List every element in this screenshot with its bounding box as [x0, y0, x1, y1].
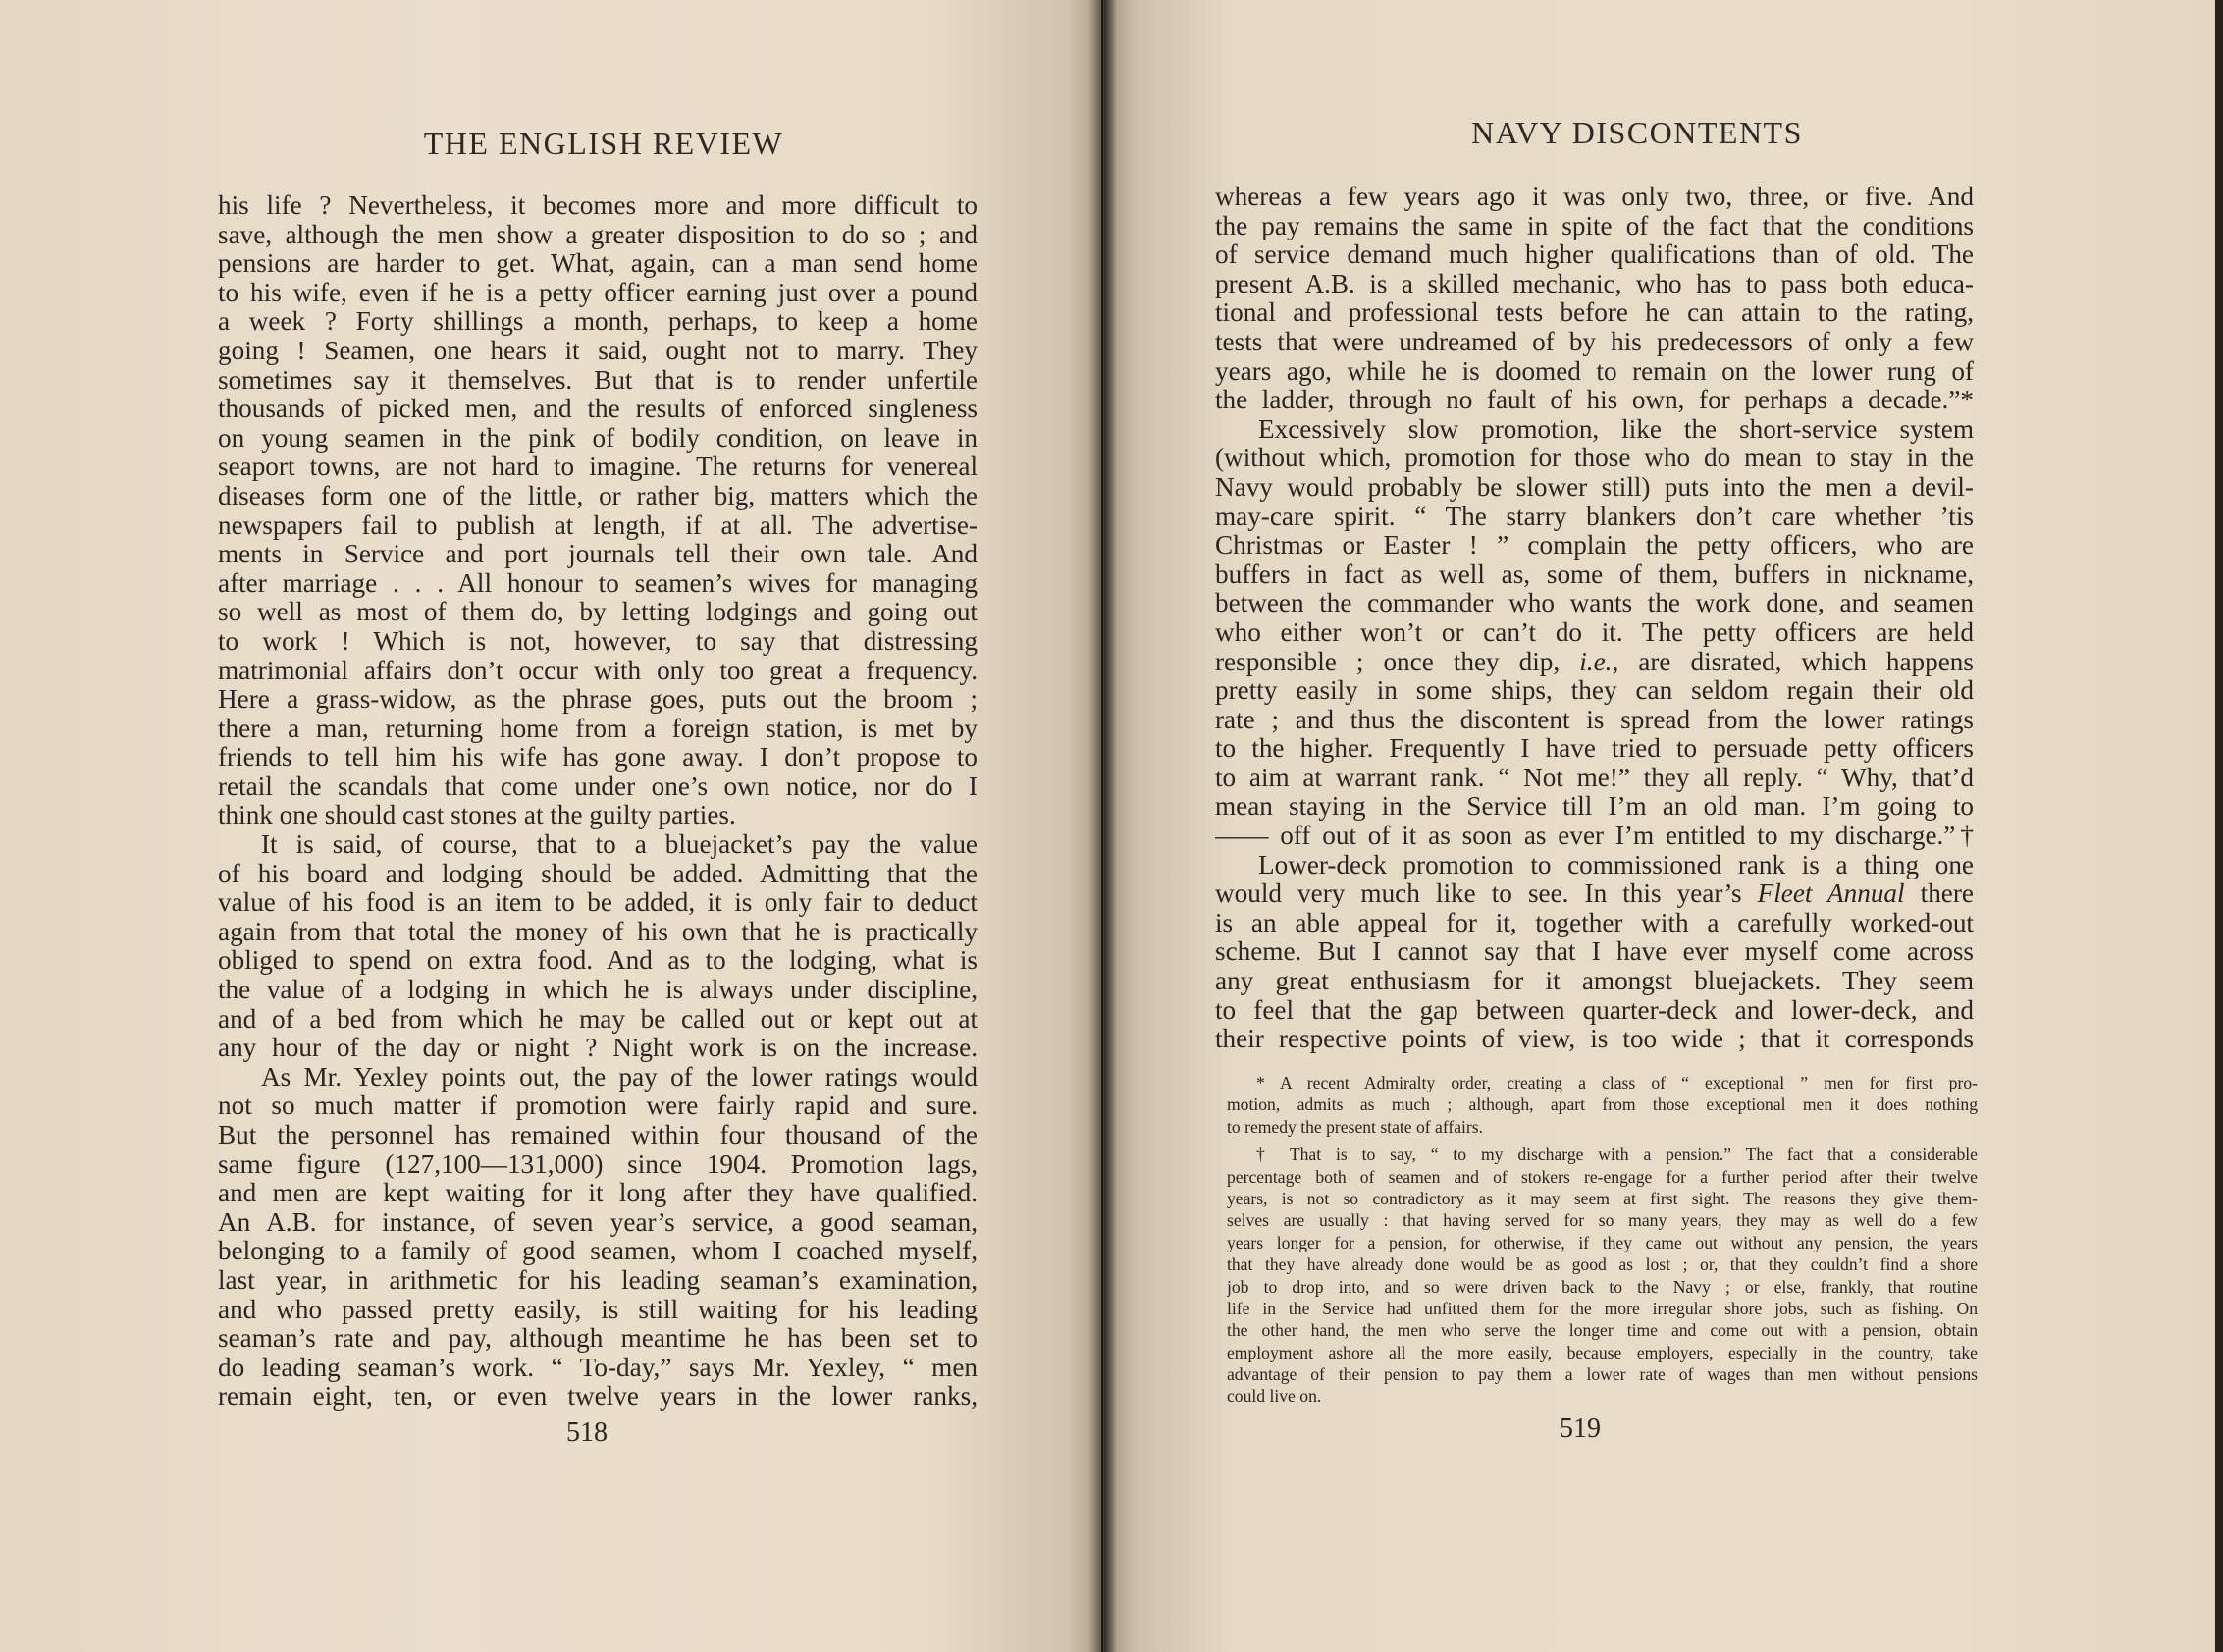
text-line: his life ? Nevertheless, it becomes more and more difficult to: [218, 191, 978, 220]
text-line: —— off out of it as soon as ever I’m entitled to my discharge.”†: [1215, 822, 1974, 851]
page-number-right: 519: [1560, 1413, 1601, 1444]
text-line: to work ! Which is not, however, to say that distressing: [218, 626, 978, 656]
text-line: the other hand, the men who serve the longer time and come out with a pension, obtain: [1227, 1320, 1978, 1341]
text-line: percentage both of seamen and of stokers re-engage for a further period after their twelve: [1227, 1166, 1978, 1187]
text-line: belonging to a family of good seamen, whom I coached myself,: [218, 1237, 978, 1266]
text-line: newspapers fail to publish at length, if at all. The advertise-: [218, 510, 978, 540]
text-line: the pay remains the same in spite of the fact that the conditions: [1215, 211, 1974, 240]
text-line: seaman’s rate and pay, although meantime he has been set to: [218, 1324, 978, 1354]
right-page-body: [1215, 183, 1974, 1054]
text-line: value of his food is an item to be added, it is only fair to deduct: [218, 888, 978, 918]
text-line: to remedy the present state of affairs.: [1227, 1116, 1484, 1137]
text-line: buffers in fact as well as, some of them, buffers in nickname,: [1215, 560, 1974, 589]
text-line: years longer for a pension, for otherwise, if they came out without any pension, the years: [1227, 1232, 1978, 1252]
text-line: obliged to spend on extra food. And as to the lodging, what is: [218, 946, 978, 976]
text-line: to feel that the gap between quarter-deck and lower-deck, and: [1215, 995, 1974, 1025]
text-line: tests that were undreamed of by his predecessors of only a few: [1215, 327, 1974, 356]
text-line: pretty easily in some ships, they can seldom regain their old: [1215, 676, 1974, 706]
text-line: responsible ; once they dip, i.e., are disrated, which happens: [1215, 647, 1974, 676]
text-line: after marriage . . . All honour to seamen’s wives for managing: [218, 568, 978, 598]
text-line: friends to tell him his wife has gone away. I don’t propose to: [218, 743, 978, 773]
text-line: not so much matter if promotion were fairly rapid and sure.: [218, 1092, 978, 1121]
text-line: same figure (127,100—131,000) since 1904. Promotion lags,: [218, 1149, 978, 1179]
text-line: to the higher. Frequently I have tried to persuade petty officers: [1215, 734, 1974, 764]
text-line: years ago, while he is doomed to remain on the lower rung of: [1215, 356, 1974, 386]
running-head-right: NAVY DISCONTENTS: [1471, 115, 1803, 150]
text-line: motion, admits as much ; although, apart from those exceptional men it does nothing: [1227, 1094, 1978, 1115]
text-line: think one should cast stones at the guilty parties.: [218, 801, 736, 830]
text-line: selves are usually : that having served for so many years, they may as well do a few: [1227, 1210, 1978, 1231]
text-line: years, is not so contradictory as it may seem at first sight. The reasons they give them-: [1227, 1188, 1978, 1208]
text-line: † That is to say, “ to my discharge with a pension.” The fact that a considerable: [1256, 1145, 1978, 1165]
page-edge: [2215, 0, 2223, 1652]
text-line: the value of a lodging in which he is always under discipline,: [218, 976, 978, 1005]
text-line: sometimes say it themselves. But that is to render unfertile: [218, 365, 978, 395]
text-line: and of a bed from which he may be called out or kept out at: [218, 1004, 978, 1034]
text-line: between the commander who wants the work done, and seamen: [1215, 589, 1974, 618]
text-line: pensions are harder to get. What, again, can a man send home: [218, 249, 978, 279]
text-line: a week ? Forty shillings a month, perhaps, to keep a home: [218, 307, 978, 337]
text-line: do leading seaman’s work. “ To-day,” says Mr. Yexley, “ men: [218, 1353, 978, 1382]
text-line: * A recent Admiralty order, creating a class of “ exceptional ” men for first pro-: [1256, 1073, 1978, 1092]
text-line: any great enthusiasm for it amongst bluejackets. They seem: [1215, 967, 1974, 996]
page-number-left: 518: [566, 1417, 608, 1448]
text-line: matrimonial affairs don’t occur with only too great a frequency.: [218, 656, 978, 685]
text-line: As Mr. Yexley points out, the pay of the lower ratings would: [261, 1062, 978, 1092]
text-line: to his wife, even if he is a petty officer earning just over a pound: [218, 278, 978, 307]
text-line: is an able appeal for it, together with a carefully worked-out: [1215, 908, 1974, 937]
text-line: But the personnel has remained within four thousand of the: [218, 1121, 978, 1149]
text-line: of his board and lodging should be added. Admitting that the: [218, 859, 978, 888]
text-line: life in the Service had unfitted them for the more irregular shore jobs, such as fishing. On: [1227, 1298, 1978, 1318]
text-line: diseases form one of the little, or rather big, matters which the: [218, 481, 978, 510]
text-line: mean staying in the Service till I’m an old man. I’m going to: [1215, 792, 1974, 822]
text-line: and who passed pretty easily, is still waiting for his leading: [218, 1295, 978, 1324]
text-line: again from that total the money of his own that he is practically: [218, 917, 978, 946]
text-line: would very much like to see. In this year’s Fleet Annual there: [1215, 879, 1974, 909]
right-page: [1103, 0, 2223, 1652]
text-line: advantage of their pension to pay them a lower rate of wages than men without pensions: [1227, 1364, 1978, 1385]
text-line: Excessively slow promotion, like the short-service system: [1258, 414, 1974, 444]
text-line: Christmas or Easter ! ” complain the petty officers, who are: [1215, 531, 1974, 560]
text-line: may-care spirit. “ The starry blankers don’t care whether ’tis: [1215, 502, 1974, 531]
left-page-body: [218, 191, 978, 1412]
text-line: present A.B. is a skilled mechanic, who has to pass both educa-: [1215, 269, 1974, 298]
text-line: could live on.: [1227, 1386, 1322, 1407]
text-line: their respective points of view, is too wide ; that it corresponds: [1215, 1025, 1974, 1054]
text-line: there a man, returning home from a foreign station, is met by: [218, 714, 978, 743]
footnotes: [1227, 1072, 1978, 1408]
text-line: that they have already done would be as good as lost ; or, that they couldn’t find a shore: [1227, 1254, 1978, 1275]
text-line: the ladder, through no fault of his own, for perhaps a decade.”*: [1215, 386, 1974, 415]
text-line: remain eight, ten, or even twelve years in the lower ranks,: [218, 1382, 978, 1412]
text-line: last year, in arithmetic for his leading seaman’s examination,: [218, 1265, 978, 1295]
text-line: An A.B. for instance, of seven year’s service, a good seaman,: [218, 1207, 978, 1237]
text-line: retail the scandals that come under one’s own notice, nor do I: [218, 772, 978, 801]
text-line: save, although the men show a greater disposition to do so ; and: [218, 220, 978, 249]
text-line: any hour of the day or night ? Night work is on the increase.: [218, 1034, 978, 1063]
text-line: (without which, promotion for those who do mean to stay in the: [1215, 444, 1974, 473]
text-line: It is said, of course, that to a bluejacket’s pay the value: [261, 830, 978, 860]
text-line: Navy would probably be slower still) puts into the men a devil-: [1215, 472, 1974, 502]
text-line: employment ashore all the more easily, because employers, especially in the country, take: [1227, 1342, 1978, 1362]
text-line: of service demand much higher qualifications than of old. The: [1215, 240, 1974, 270]
text-line: Here a grass-widow, as the phrase goes, puts out the broom ;: [218, 685, 978, 715]
book-gutter: [1089, 0, 1117, 1652]
text-line: so well as most of them do, by letting lodgings and going out: [218, 598, 978, 627]
running-head-left: THE ENGLISH REVIEW: [423, 126, 784, 161]
text-line: job to drop into, and so were driven back to the Navy ; or else, frankly, that routine: [1227, 1276, 1978, 1297]
text-line: going ! Seamen, one hears it said, ought not to marry. They: [218, 336, 978, 365]
text-line: tional and professional tests before he can attain to the rating,: [1215, 298, 1974, 328]
text-line: on young seamen in the pink of bodily condition, on leave in: [218, 423, 978, 453]
text-line: to aim at warrant rank. “ Not me!” they all reply. “ Why, that’d: [1215, 763, 1974, 792]
text-line: ments in Service and port journals tell their own tale. And: [218, 540, 978, 569]
text-line: thousands of picked men, and the results of enforced singleness: [218, 395, 978, 424]
text-line: rate ; and thus the discontent is spread from the lower ratings: [1215, 705, 1974, 734]
text-line: seaport towns, are not hard to imagine. The returns for venereal: [218, 453, 978, 482]
text-line: scheme. But I cannot say that I have ever myself come across: [1215, 937, 1974, 967]
text-line: and men are kept waiting for it long after they have qualified.: [218, 1179, 978, 1208]
text-line: who either won’t or can’t do it. The petty officers are held: [1215, 617, 1974, 647]
text-line: Lower-deck promotion to commissioned rank is a thing one: [1258, 850, 1974, 879]
text-line: whereas a few years ago it was only two, three, or five. And: [1215, 183, 1974, 211]
left-page: [0, 0, 1101, 1652]
